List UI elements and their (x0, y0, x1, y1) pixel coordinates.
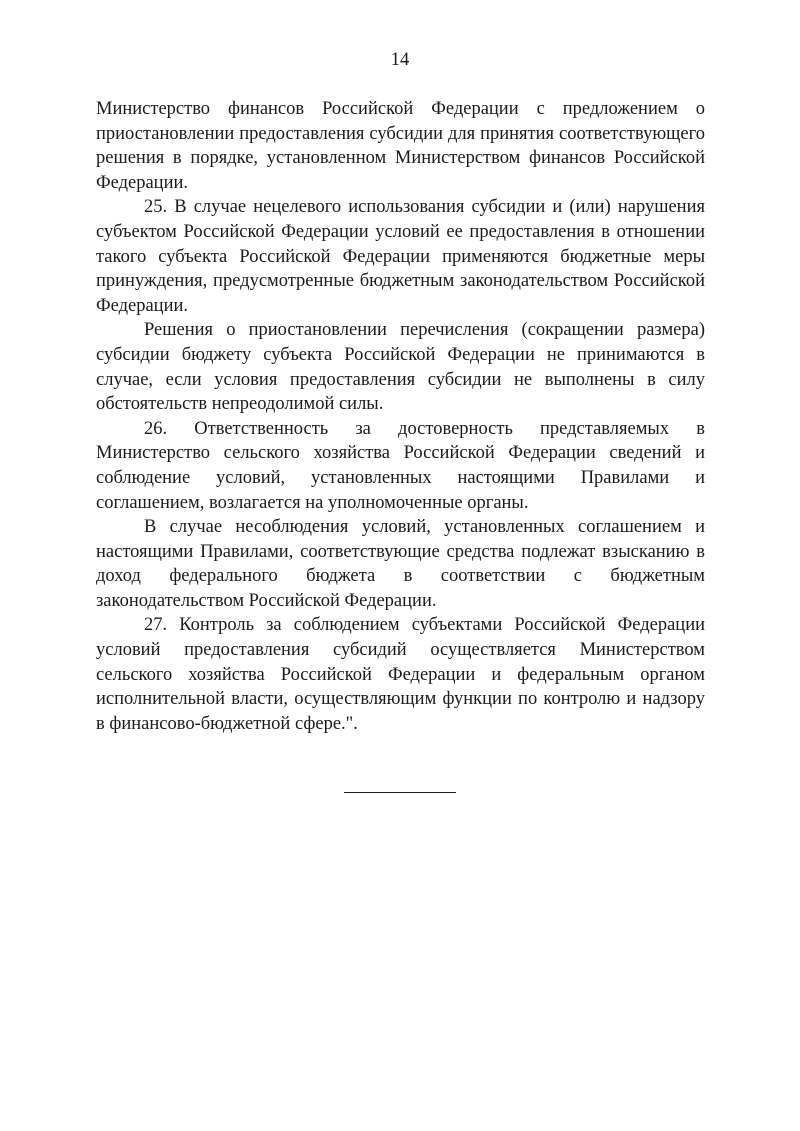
paragraph: В случае несоблюдения условий, установленных соглашением и настоящими Правилами, соответствующие средства подлежат взысканию в доход федерального бюджета в соответствии с бюджетным законодательством Российской Федерации. (96, 517, 705, 611)
page-number: 14 (390, 50, 410, 70)
paragraph: Министерство финансов Российской Федерации с предложением о приостановлении предоставления субсидии для принятия соответствующего решения в порядке, установленном Министерством финансов Российской Федерации. (96, 99, 705, 193)
paragraph-clause-27: 27. Контроль за соблюдением субъектами Российской Федерации условий предоставления субсидий осуществляется Министерством сельского хозяйства Российской Федерации и федеральным органом исполнительной власти, осуществляющим функции по контролю и надзору в финансово-бюджетной сфере.". (96, 615, 705, 734)
paragraph: Решения о приостановлении перечисления (сокращении размера) субсидии бюджету субъекта Российской Федерации не принимаются в случае, если условия предоставления субсидии не выполнены в силу обстоятельств непреодолимой силы. (96, 320, 705, 415)
paragraph-clause-26: 26. Ответственность за достоверность представляемых в Министерство сельского хозяйства Российской Федерации сведений и соблюдение условий, установленных настоящими Правилами и соглашением, возлагается на уполномоченные органы. (96, 418, 705, 513)
paragraph-clause-25: 25. В случае нецелевого использования субсидии и (или) нарушения субъектом Российской Федерации условий ее предоставления в отношении такого субъекта Российской Федерации применяются бюджетные меры принуждения, предусмотренные бюджетным законодательством Российской Федерации. (96, 197, 705, 316)
end-separator-line (344, 792, 456, 793)
document-body (96, 97, 705, 736)
